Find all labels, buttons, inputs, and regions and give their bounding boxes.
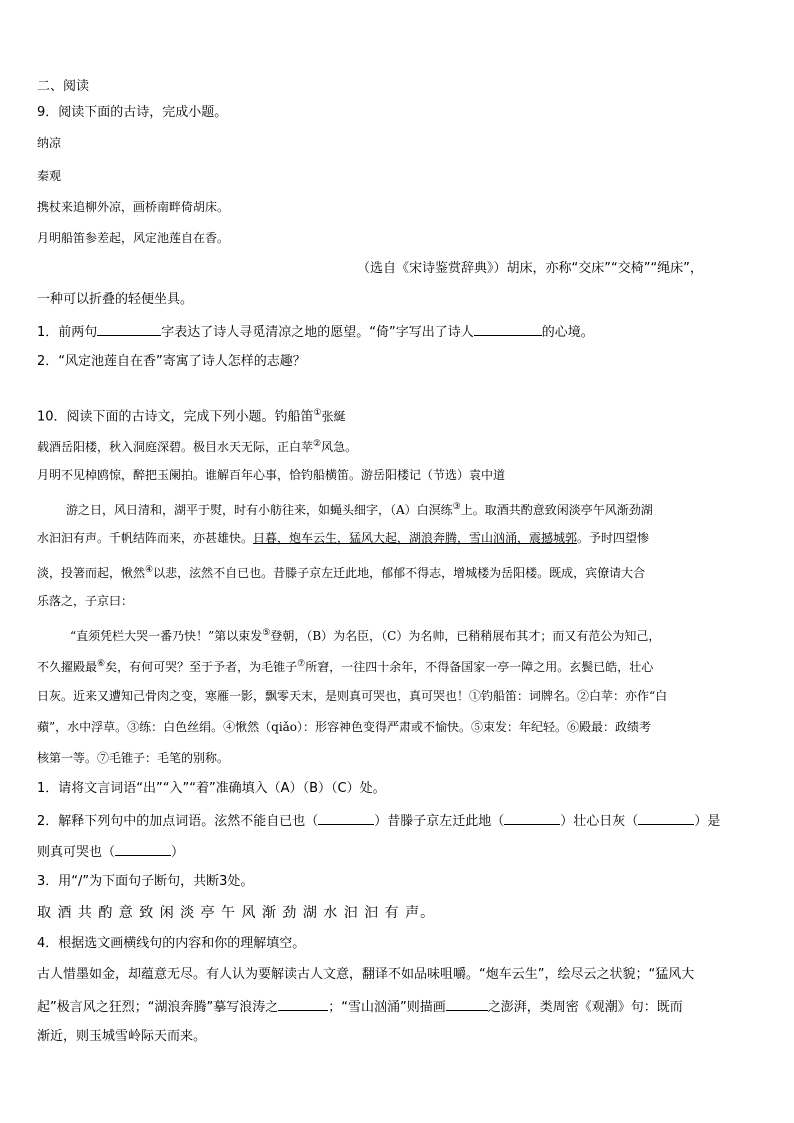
q9-note-part-2: 一种可以折叠的轻便坐具。: [37, 292, 194, 307]
passage-p2-line-2: [37, 654, 653, 677]
q9-sub1-blank-1[interactable]: [97, 321, 161, 336]
q10-sub2-text-c: ）壮心日灰（: [560, 814, 639, 829]
passage-p2-line-3: 日灰。近来又遭知己骨肉之变，寒雁一影，飘零天末，是则真可哭也，真可哭也！①钓船笛：词牌名。②白苹：亦作“白: [37, 689, 668, 703]
passage-p1-line-2: [37, 528, 649, 548]
passage-p1-line-3-text-b: 以悲，泫然不自已也。昔滕子京左迁此地，郁郁不得志，增城楼为岳阳楼。既成，宾僚请大合: [153, 566, 646, 580]
q10-intro-text: 10．阅读下面的古诗文，完成下列小题。钓船笛: [37, 409, 314, 425]
passage-p2-line-1-end: 登朝，（B）为名臣，（C）为名帅，已稍稍展布其才；而又有范公为知己，: [270, 629, 661, 643]
q9-sub1-text-c: 的心境。: [541, 325, 594, 340]
passage-p2-line-2-text-a: 不久擢殿最: [37, 660, 98, 674]
q10-sub4-text-b: ；“雪山汹涌”则描画: [328, 1000, 446, 1015]
q9-note-part-1: （选自《宋诗鉴赏辞典》）胡床，亦称“交床”“交椅”“绳床”，: [357, 261, 703, 276]
passage-p2-line-1: [70, 623, 660, 646]
section-heading: 二、阅读: [37, 79, 90, 94]
note-mark-5: ⑤: [262, 628, 271, 638]
note-mark-3: ③: [452, 502, 461, 512]
passage-p1-line-1-text: 游之日，风日清和，湖平于熨，时有小舫往来，如蝇头细字，（A）白溟练: [66, 503, 453, 517]
q10-sub4-blank-1[interactable]: [278, 996, 328, 1011]
underlined-sentence: 日暮，炮车云生，猛风大起，湖浪奔腾，雪山汹涌，震撼城郭: [253, 531, 578, 545]
q9-sub1-text-b: 字表达了诗人寻觅清凉之地的愿望。“倚”字写出了诗人: [161, 325, 474, 340]
passage-p1-line-2-text-b: 。予时四望惨: [577, 531, 650, 545]
q9-poem-title: 纳凉: [37, 136, 62, 150]
q10-sub2-text-e: 则真可哭也（: [37, 845, 116, 860]
passage-p2-line-1-text: “直须凭栏大哭一番乃快！”第以束发: [70, 629, 263, 643]
passage-p2-line-2-text-b: 矣，有何可哭？至于予者，为毛锥子: [105, 660, 298, 674]
q10-ci-line-1-end: 风急。: [321, 440, 358, 454]
q9-poem-line-2: 月明船笛参差起，风定池莲自在香。: [37, 231, 230, 245]
note-mark-1: ①: [313, 408, 322, 418]
q10-sub3-sentence: 取 酒 共 酌 意 致 闲 淡 亭 午 风 渐 劲 湖 水 汩 汩 有 声。: [37, 905, 436, 921]
q9-intro: 9．阅读下面的古诗，完成小题。: [37, 105, 228, 120]
q10-sub-question-2-cont: [37, 841, 184, 863]
q9-sub-question-1: [37, 321, 594, 343]
q10-sub2-text-f: ）: [171, 845, 185, 860]
q9-sub-question-2: 2．“风定池莲自在香”寄寓了诗人怎样的志趣？: [37, 354, 306, 369]
q10-sub2-text-b: ）昔滕子京左迁此地（: [374, 814, 505, 829]
q10-sub4-text-a: 起”极言风之狂烈；“湖浪奔腾”摹写浪涛之: [37, 1000, 279, 1015]
q9-poem-line-1: 携杖来追柳外凉，画桥南畔倚胡床。: [37, 200, 230, 214]
q10-sub-question-3: 3．用“/”为下面句子断句，共断3处。: [37, 874, 254, 889]
q10-ci-line-1-text: 载酒岳阳楼，秋入洞庭深碧。极目水天无际，正白苹: [37, 440, 314, 454]
passage-p1-line-1-end: 上。取酒共酌意致闲淡亭午风渐劲湖: [460, 503, 653, 517]
note-mark-4: ④: [145, 565, 154, 575]
note-mark-6: ⑥: [97, 659, 106, 669]
passage-p1-line-3: [37, 560, 645, 583]
q10-intro: [37, 403, 346, 427]
q10-sub4-blank-2[interactable]: [446, 996, 488, 1011]
q10-sub2-text-a: 2．解释下列句中的加点词语。泫然不能自已也（: [37, 814, 319, 829]
q10-sub4-line-1: 古人惜墨如金，却蕴意无尽。有人认为要解读古人文意，翻译不如品味咀嚼。“炮车云生”，绘尽云之状貌；“猛风大: [37, 967, 695, 982]
q10-sub-question-4: 4．根据选文画横线句的内容和你的理解填空。: [37, 936, 306, 951]
passage-p1-line-3-text-a: 淡，投箸而起，愀然: [37, 566, 146, 580]
note-mark-2: ②: [313, 439, 322, 449]
passage-p2-line-4: 蘋”，水中浮草。③练：白色丝绢。④愀然（qiǎo）：形容神色变得严肃或不愉快。⑤束发：年纪轻。⑥殿最：政绩考: [37, 720, 652, 734]
q10-ci-line-2: 月明不见棹鸥惊，醉把玉阑拍。谁解百年心事，恰钓船横笛。游岳阳楼记（节选）袁中道: [37, 468, 506, 482]
passage-p2-line-2-text-c: 所窘，一往四十余年，不得备国家一亭一障之用。玄鬓已皓，壮心: [305, 660, 654, 674]
q10-sub-question-2: [37, 810, 720, 832]
q10-sub-question-1: 1．请将文言词语“出”“入”“着”准确填入（A）（B）（C）处。: [37, 781, 386, 796]
q9-poem-author: 秦观: [37, 169, 62, 183]
q10-ci-author: 张綖: [321, 409, 346, 424]
q9-sub1-text-a: 1．前两句: [37, 325, 98, 340]
q10-sub2-blank-4[interactable]: [115, 841, 171, 856]
note-mark-7: ⑦: [297, 659, 306, 669]
passage-p2-line-5: 核第一等。⑦毛锥子：毛笔的别称。: [37, 751, 230, 765]
q10-sub4-line-2: [37, 996, 683, 1018]
q10-sub2-blank-1[interactable]: [318, 810, 374, 825]
q10-sub2-blank-3[interactable]: [638, 810, 694, 825]
q10-ci-line-1: [37, 434, 357, 457]
passage-p1-line-2-text-a: 水汩汩有声。千帆结阵而来，亦甚雄快。: [37, 531, 254, 545]
q10-sub4-line-3: 渐近，则玉城雪岭际天而来。: [37, 1029, 207, 1044]
q10-sub4-text-c: 之澎湃，类周密《观潮》句：既而: [487, 1000, 683, 1015]
q10-sub2-blank-2[interactable]: [504, 810, 560, 825]
q9-sub1-blank-2[interactable]: [474, 321, 542, 336]
q10-sub2-text-d: ）是: [694, 814, 721, 829]
passage-p1-line-1: [66, 497, 653, 520]
passage-p1-line-4: 乐落之，子京曰：: [37, 594, 134, 608]
